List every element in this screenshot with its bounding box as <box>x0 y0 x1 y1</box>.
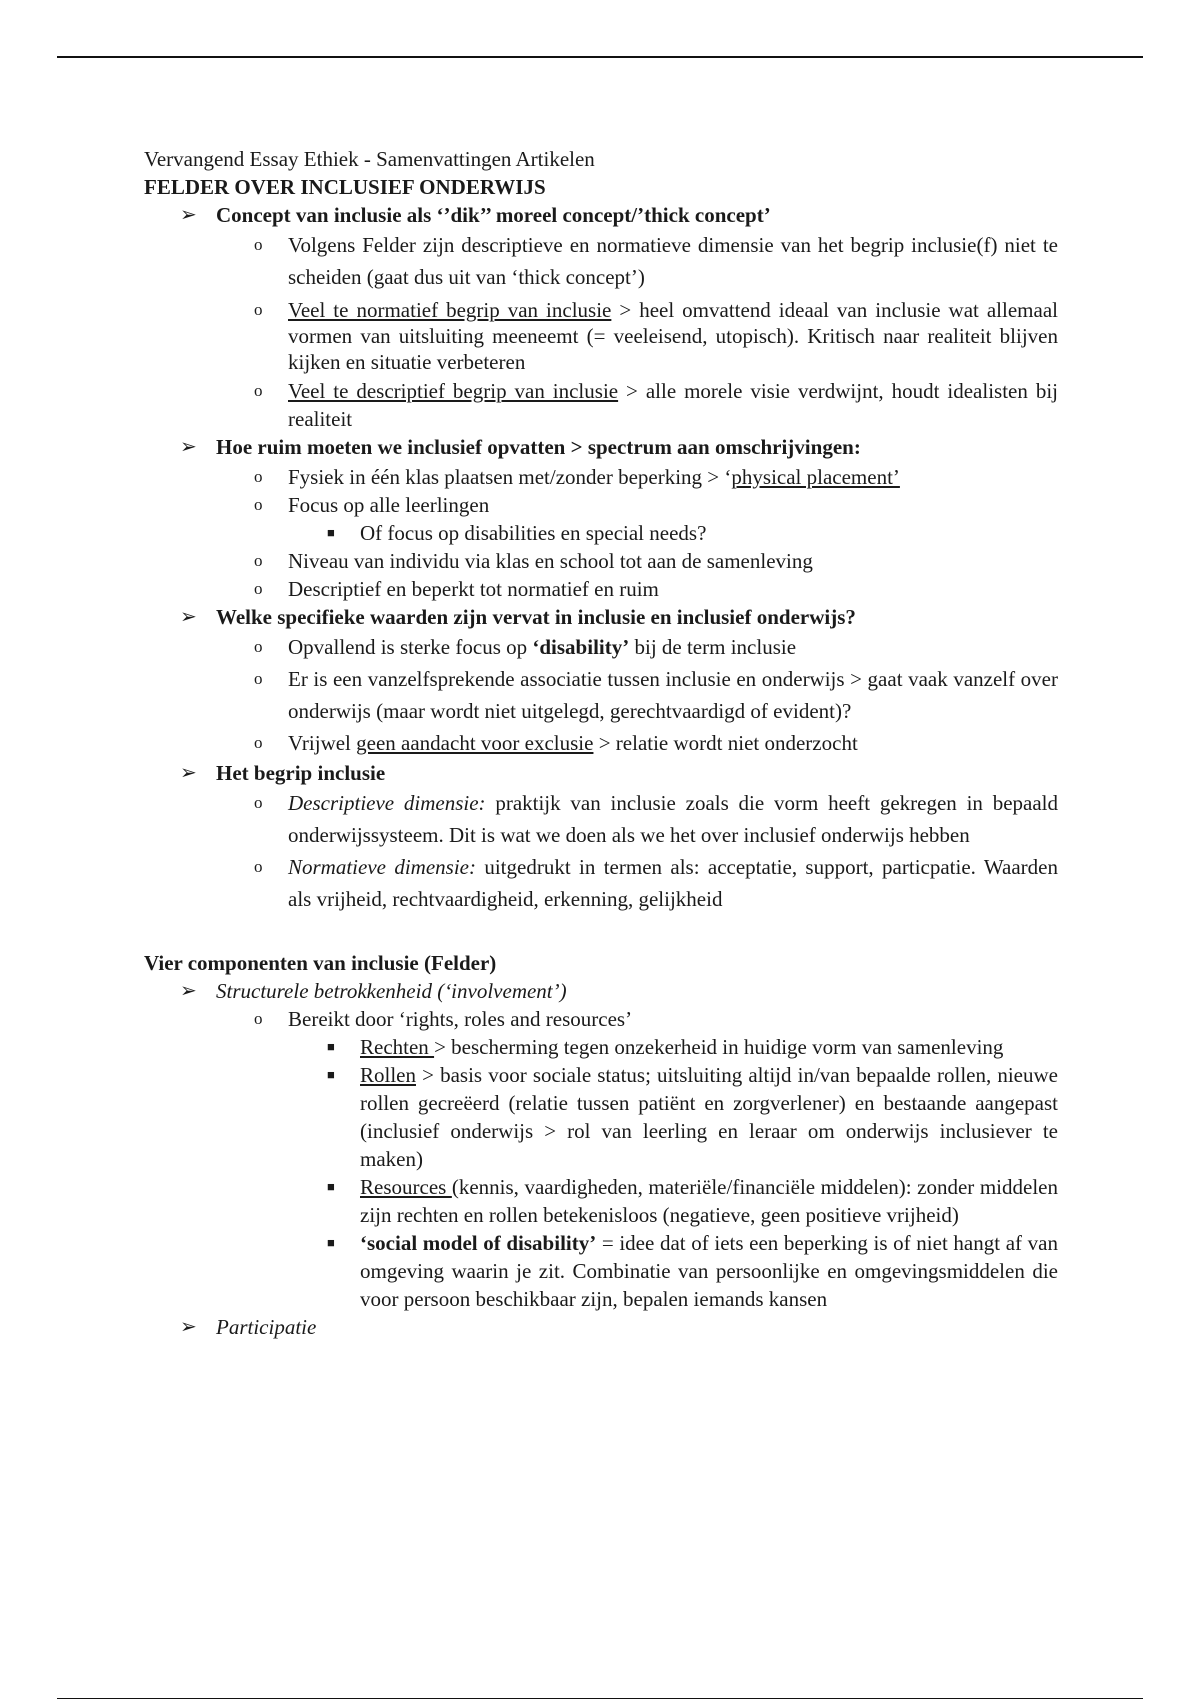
section-list <box>144 201 1058 915</box>
circle-bullet-icon: o <box>254 669 263 688</box>
circle-bullet-icon: o <box>254 551 263 570</box>
arrow-bullet-icon: ➢ <box>180 1316 197 1338</box>
circle-bullet-icon: o <box>254 300 263 319</box>
section-heading: Hoe ruim moeten we inclusief opvatten > spectrum aan omschrijvingen: <box>216 435 861 459</box>
list-item: ■ ‘social model of disability’ = idee dat of iets een beperking is of niet hangt af van omgeving waarin je zit. Combinatie van persoonlijke en omgevingsmiddelen die voor persoon beschikbaar zijn, bepalen iemands kansen <box>327 1231 1058 1311</box>
sub-list <box>216 787 1058 915</box>
list-item: o Er is een vanzelfsprekende associatie tussen inclusie en onderwijs > gaat vaak vanzelf over onderwijs (maar wordt niet uitgelegd, gerechtvaardigd of evident)? <box>144 663 1058 727</box>
component-involvement: ➢ Structurele betrokkenheid (‘involvement’) o Bereikt door ‘rights, roles and resources’ ■ Rechten > bescherming tegen onzekerheid in huidige vorm van samenleving ■ Rollen > basis voor sociale status; uitsluiting altijd in/van bepaalde rollen, nieuwe rollen gecreëerd (relatie tussen patiënt en zorgverlener) en bestaande aangepast (inclusief onderwijs > rol van leerling en leraar om onderwijs inclusiever te maken) ■ Resources (kennis, vaardigheden, materiële/financiële middelen): zonder middelen zijn rechten en rollen betekenisloos (negatieve, geen positieve vrijheid) ■ ‘social model of disability’ = idee dat of iets een beperking is of niet hangt af van omgeving waarin je zit. Combinatie van persoonlijke en omgevingsmiddelen die voor persoon beschikbaar zijn, bepalen iemands kansen <box>144 977 1058 1313</box>
sub-list <box>216 229 1058 433</box>
top-rule <box>57 56 1143 58</box>
circle-bullet-icon: o <box>254 495 263 514</box>
list-item: ■ Rechten > bescherming tegen onzekerheid in huidige vorm van samenleving <box>327 1035 1004 1059</box>
arrow-bullet-icon: ➢ <box>180 762 197 784</box>
document-subtitle: Vervangend Essay Ethiek - Samenvattingen Artikelen <box>144 147 595 171</box>
document-page <box>144 145 1058 1341</box>
list-item: ■ Rollen > basis voor sociale status; uitsluiting altijd in/van bepaalde rollen, nieuwe rollen gecreëerd (relatie tussen patiënt en zorgverlener) en bestaande aangepast (inclusief onderwijs > rol van leerling en leraar om onderwijs inclusiever te maken) <box>327 1063 1058 1171</box>
section-heading-components: Vier componenten van inclusie (Felder) <box>144 951 497 975</box>
component-list <box>144 977 1058 1341</box>
list-item: o Veel te descriptief begrip van inclusie > alle morele visie verdwijnt, houdt idealisten bij realiteit <box>254 379 1058 431</box>
section-begrip <box>144 759 1058 915</box>
circle-bullet-icon: o <box>254 637 263 656</box>
arrow-bullet-icon: ➢ <box>180 980 197 1002</box>
component-participatie: ➢ Participatie <box>180 1315 317 1339</box>
list-item: o Volgens Felder zijn descriptieve en normatieve dimensie van het begrip inclusie(f) niet te scheiden (gaat dus uit van ‘thick concept’) <box>144 229 1058 293</box>
square-bullet-icon: ■ <box>327 1067 335 1082</box>
document-title: FELDER OVER INCLUSIEF ONDERWIJS <box>144 175 546 199</box>
circle-bullet-icon: o <box>254 857 263 876</box>
circle-bullet-icon: o <box>254 467 263 486</box>
circle-bullet-icon: o <box>254 733 263 752</box>
sub-sub-list <box>288 1033 1058 1313</box>
list-item: o Descriptieve dimensie: praktijk van inclusie zoals die vorm heeft gekregen in bepaald onderwijssysteem. Dit is wat we doen als we het over inclusief onderwijs hebben <box>144 787 1058 851</box>
sub-list <box>216 463 1058 603</box>
list-item: o Normatieve dimensie: uitgedrukt in termen als: acceptatie, support, particpatie. Waarden als vrijheid, rechtvaardigheid, erkenning, gelijkheid <box>144 851 1058 915</box>
circle-bullet-icon: o <box>254 579 263 598</box>
square-bullet-icon: ■ <box>327 525 335 540</box>
section-values <box>144 603 1058 759</box>
square-bullet-icon: ■ <box>327 1179 335 1194</box>
circle-bullet-icon: o <box>254 1009 263 1028</box>
list-item: ■ Of focus op disabilities en special needs? <box>327 521 707 545</box>
list-item: ■ Resources (kennis, vaardigheden, materiële/financiële middelen): zonder middelen zijn rechten en rollen betekenisloos (negatieve, geen positieve vrijheid) <box>327 1175 1058 1227</box>
section-scope <box>144 433 1058 603</box>
list-item: o Fysiek in één klas plaatsen met/zonder beperking > ‘physical placement’ <box>254 465 900 489</box>
list-item: o Focus op alle leerlingen ■ Of focus op disabilities en special needs? <box>144 491 1058 547</box>
section-heading: Het begrip inclusie <box>216 761 386 785</box>
arrow-bullet-icon: ➢ <box>180 204 197 226</box>
square-bullet-icon: ■ <box>327 1039 335 1054</box>
arrow-bullet-icon: ➢ <box>180 436 197 458</box>
list-item: o Descriptief en beperkt tot normatief en ruim <box>254 577 659 601</box>
list-item: o Vrijwel geen aandacht voor exclusie > relatie wordt niet onderzocht <box>144 727 1058 759</box>
circle-bullet-icon: o <box>254 793 263 812</box>
arrow-bullet-icon: ➢ <box>180 606 197 628</box>
sub-sub-list <box>288 519 1058 547</box>
list-item: o Bereikt door ‘rights, roles and resources’ ■ Rechten > bescherming tegen onzekerheid in huidige vorm van samenleving ■ Rollen > basis voor sociale status; uitsluiting altijd in/van bepaalde rollen, nieuwe rollen gecreëerd (relatie tussen patiënt en zorgverlener) en bestaande aangepast (inclusief onderwijs > rol van leerling en leraar om onderwijs inclusiever te maken) ■ Resources (kennis, vaardigheden, materiële/financiële middelen): zonder middelen zijn rechten en rollen betekenisloos (negatieve, geen positieve vrijheid) ■ ‘social model of disability’ = idee dat of iets een beperking is of niet hangt af van omgeving waarin je zit. Combinatie van persoonlijke en omgevingsmiddelen die voor persoon beschikbaar zijn, bepalen iemands kansen <box>144 1005 1058 1313</box>
list-item: o Niveau van individu via klas en school tot aan de samenleving <box>254 549 813 573</box>
sub-list <box>216 631 1058 759</box>
list-item: o Opvallend is sterke focus op ‘disability’ bij de term inclusie <box>144 631 1058 663</box>
bottom-rule <box>57 1698 1143 1699</box>
section-heading: Welke specifieke waarden zijn vervat in inclusie en inclusief onderwijs? <box>216 605 856 629</box>
section-heading: Concept van inclusie als ‘’dik’’ moreel concept/’thick concept’ <box>216 203 771 227</box>
circle-bullet-icon: o <box>254 381 263 400</box>
sub-list <box>216 1005 1058 1313</box>
section-concept <box>144 201 1058 433</box>
circle-bullet-icon: o <box>254 235 263 254</box>
list-item: o Veel te normatief begrip van inclusie > heel omvattend ideaal van inclusie wat allemaal vormen van uitsluiting meeneemt (= veeleisend, utopisch). Kritisch naar realiteit blijven kijken en situatie verbeteren <box>254 298 1058 374</box>
square-bullet-icon: ■ <box>327 1235 335 1250</box>
